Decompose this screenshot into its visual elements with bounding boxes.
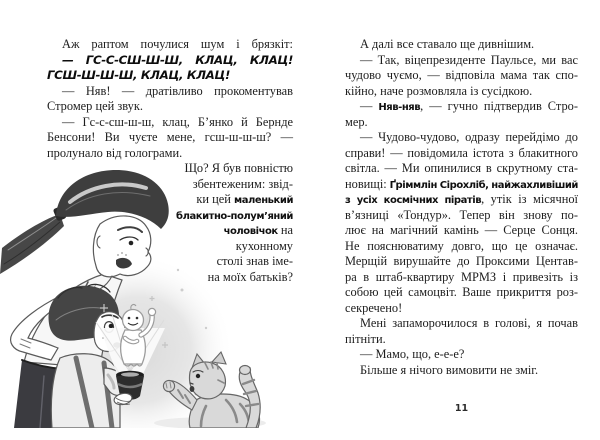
text-segment: мер. <box>345 114 368 129</box>
text-segment: маленький <box>233 195 293 206</box>
text-line <box>47 53 293 69</box>
text-line <box>345 285 578 301</box>
text-segment: , утік із місячної <box>481 192 578 206</box>
text-segment: блакитно-полум’яний <box>176 210 293 222</box>
text-line <box>345 130 578 146</box>
text-segment: — Гс-с-сш-ш-ш, клац, Б’янко й Бернде <box>62 114 293 129</box>
text-segment: лює на магічний камінь — Серце Сонця. <box>345 223 578 237</box>
text-segment: в’язниці «Тондур». Тепер він знову по- <box>345 207 578 222</box>
text-segment: Мені запаморочилося в голові, я почав <box>360 316 578 330</box>
text-segment: ки цей <box>196 192 234 206</box>
text-segment: — Няв! — дратівливо прокоментував <box>62 83 293 98</box>
text-line <box>345 99 578 115</box>
text-segment: ра в штаб-квартиру МРМЗ і привезіть із <box>345 269 578 284</box>
text-line <box>47 223 293 239</box>
text-line <box>47 208 293 224</box>
text-line <box>345 115 578 131</box>
text-segment: чудово чуємо, — відповіла мама так спо- <box>345 68 578 82</box>
text-segment: збентеженим: звід- <box>192 176 293 191</box>
text-segment: Мерщій вирушайте до Проксими Центав- <box>345 254 578 268</box>
text-segment: Більше я нічого вимовити не зміг. <box>360 362 539 377</box>
text-segment: новищі: <box>345 176 390 191</box>
text-segment: секречено! <box>345 300 403 315</box>
text-line <box>47 270 293 286</box>
right-page-text <box>345 37 578 378</box>
text-segment: , — гучно підтвердив Стро- <box>420 99 578 113</box>
text-line <box>47 68 293 84</box>
text-line <box>47 37 293 53</box>
text-segment: Няв-няв <box>378 102 421 113</box>
text-line <box>345 363 578 379</box>
text-line <box>47 115 293 131</box>
text-segment: світла. — Ми опинилися в скрутному ста- <box>345 161 578 175</box>
text-segment: з усіх космічних піратів <box>345 195 482 206</box>
text-line <box>345 347 578 363</box>
text-line <box>345 84 578 100</box>
text-line <box>47 130 293 146</box>
text-segment: — <box>360 99 379 113</box>
text-line <box>345 270 578 286</box>
text-segment: столі знав іме- <box>216 254 293 268</box>
text-segment: Що? Я був повністю <box>184 161 293 175</box>
text-line <box>47 146 293 162</box>
text-line <box>345 146 578 162</box>
text-line <box>345 316 578 332</box>
text-line <box>345 68 578 84</box>
text-line <box>47 161 293 177</box>
text-segment: Стромер цей звук. <box>47 99 143 113</box>
text-line <box>345 192 578 208</box>
text-line <box>345 37 578 53</box>
text-line <box>345 223 578 239</box>
text-line <box>47 254 293 270</box>
text-segment: — Так, віцепрезиденте Паульсе, ми вас <box>360 52 578 67</box>
text-segment: пролунало від голограми. <box>47 145 183 160</box>
text-segment: чоловічок <box>223 226 278 237</box>
text-line <box>345 254 578 270</box>
text-segment: ГСШ-Ш-Ш-Ш, КЛАЦ, КЛАЦ! <box>47 68 231 82</box>
text-line <box>345 208 578 224</box>
text-segment: Не пояснюватиму довго, що це означає. <box>345 238 578 253</box>
text-segment: — ГС-С-СШ-Ш-Ш, КЛАЦ, КЛАЦ! <box>62 52 293 67</box>
text-segment: Аж раптом почулися шум і брязкіт: <box>62 37 293 51</box>
text-line <box>47 177 293 193</box>
text-segment: Бенсони! Ви чуєте мене, гсш-ш-ш-ш? — <box>47 130 293 144</box>
text-line <box>47 84 293 100</box>
text-segment: справи! — повідомила істота з блакитного <box>345 145 578 160</box>
text-segment: на моїх батьків? <box>207 269 293 284</box>
text-line <box>345 177 578 193</box>
text-segment: на <box>277 223 293 237</box>
text-segment: пітніти. <box>345 331 386 346</box>
text-line <box>345 161 578 177</box>
page-number: 11 <box>454 403 469 414</box>
text-line <box>345 332 578 348</box>
text-line <box>47 99 293 115</box>
text-line <box>345 239 578 255</box>
text-segment: — Чудово-чудово, одразу перейдімо до <box>360 130 578 144</box>
left-page-text <box>47 37 293 285</box>
text-line <box>47 192 293 208</box>
text-line <box>345 301 578 317</box>
text-segment: — Мамо, що, е-е-е? <box>360 347 465 361</box>
text-segment: кійно, наче розмовляла із сусідкою. <box>345 83 533 98</box>
text-segment: А далі все ставало ще дивнішим. <box>360 37 535 51</box>
text-segment: Ґріммлін Сірохліб, найжахливіший <box>389 179 578 191</box>
text-line <box>345 53 578 69</box>
text-segment: кухонному <box>235 238 293 253</box>
text-line <box>47 239 293 255</box>
text-segment: собою цей самоцвіт. Ваше прикриття роз- <box>345 285 578 299</box>
